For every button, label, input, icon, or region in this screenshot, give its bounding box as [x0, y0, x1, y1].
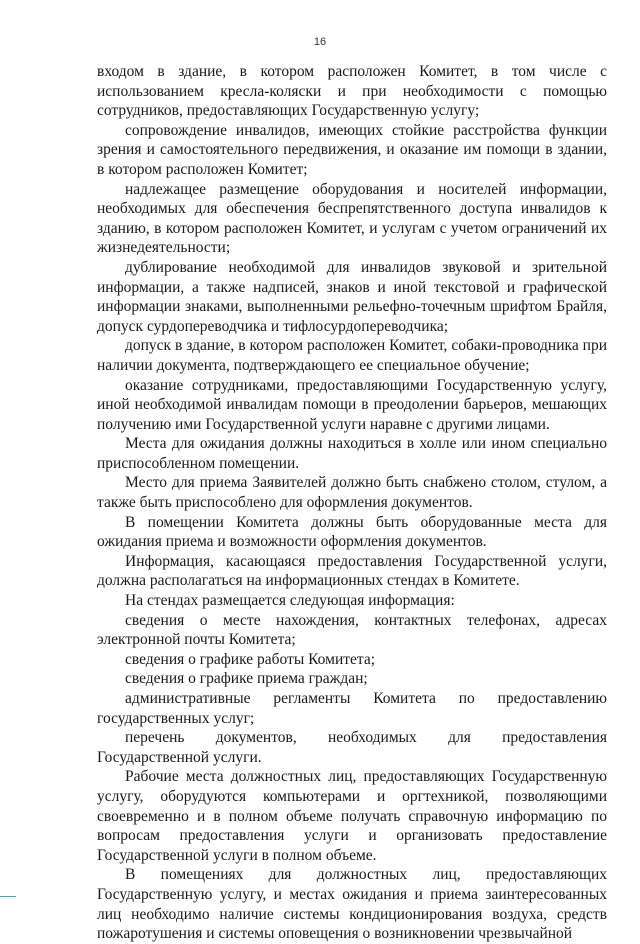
- paragraph: Места для ожидания должны находиться в холле или ином специально приспособленном помещении.: [97, 435, 607, 472]
- scan-edge-mark: [0, 896, 16, 897]
- paragraph: оказание сотрудниками, предоставляющими Государственную услугу, иной необходимой инвалидам помощи в преодолении барьеров, мешающих получению ими Государственной услуги наравне с другими лицами.: [97, 376, 607, 433]
- paragraph: Информация, касающаяся предоставления Государственной услуги, должна располагаться на информационных стендах в Комитете.: [97, 552, 607, 590]
- paragraph: дублирование необходимой для инвалидов звуковой и зрительной информации, а также надписей, знаков и иной текстовой и графической информации знаками, выполненными рельефно-точечным шрифтом Брайля, допуск сурдопереводчика и тифлосурдопереводчика;: [97, 258, 607, 335]
- paragraph: перечень документов, необходимых для предоставления Государственной услуги.: [97, 729, 607, 766]
- document-body: [97, 62, 607, 944]
- paragraph: сведения о графике работы Комитета;: [125, 650, 376, 668]
- paragraph: В помещениях для должностных лиц, предоставляющих Государственную услугу, и местах ожидания и приема заинтересованных лиц необходимо наличие системы кондиционирования воздуха, средств пожаротушения и системы оповещения о возникновении чрезвычайной: [97, 866, 607, 943]
- paragraph: сведения о месте нахождения, контактных телефонах, адресах электронной почты Комитета;: [97, 611, 607, 649]
- paragraph: Место для приема Заявителей должно быть снабжено столом, стулом, а также быть приспособлено для оформления документов.: [97, 474, 607, 512]
- paragraph: входом в здание, в котором расположен Комитет, в том числе с использованием кресла-коляски и при необходимости с помощью сотрудников, предоставляющих Государственную услугу;: [97, 63, 607, 120]
- paragraph: допуск в здание, в котором расположен Комитет, собаки-проводника при наличии документа, подтверждающего ее специальное обучение;: [97, 337, 607, 374]
- paragraph: надлежащее размещение оборудования и носителей информации, необходимых для обеспечения беспрепятственного доступа инвалидов к зданию, в котором расположен Комитет, и услугам с учетом ограничений их жизнедеятельности;: [97, 180, 607, 257]
- paragraph: Рабочие места должностных лиц, предоставляющих Государственную услугу, оборудуются компьютерами и оргтехникой, позволяющими своевременно и в полном объеме получать справочную информацию по вопросам предоставления услуги и организовать предоставление Государственной услуги в полном объеме.: [97, 768, 607, 864]
- page-number: 16: [313, 36, 327, 48]
- paragraph: административные регламенты Комитета по предоставлению государственных услуг;: [97, 690, 607, 727]
- paragraph: сопровождение инвалидов, имеющих стойкие расстройства функции зрения и самостоятельного передвижения, и оказание им помощи в здании, в котором расположен Комитет;: [97, 121, 607, 178]
- paragraph: сведения о графике приема граждан;: [125, 670, 368, 688]
- paragraph: На стендах размещается следующая информация:: [125, 592, 455, 610]
- paragraph: В помещении Комитета должны быть оборудованные места для ожидания приема и возможности оформления документов.: [97, 513, 607, 551]
